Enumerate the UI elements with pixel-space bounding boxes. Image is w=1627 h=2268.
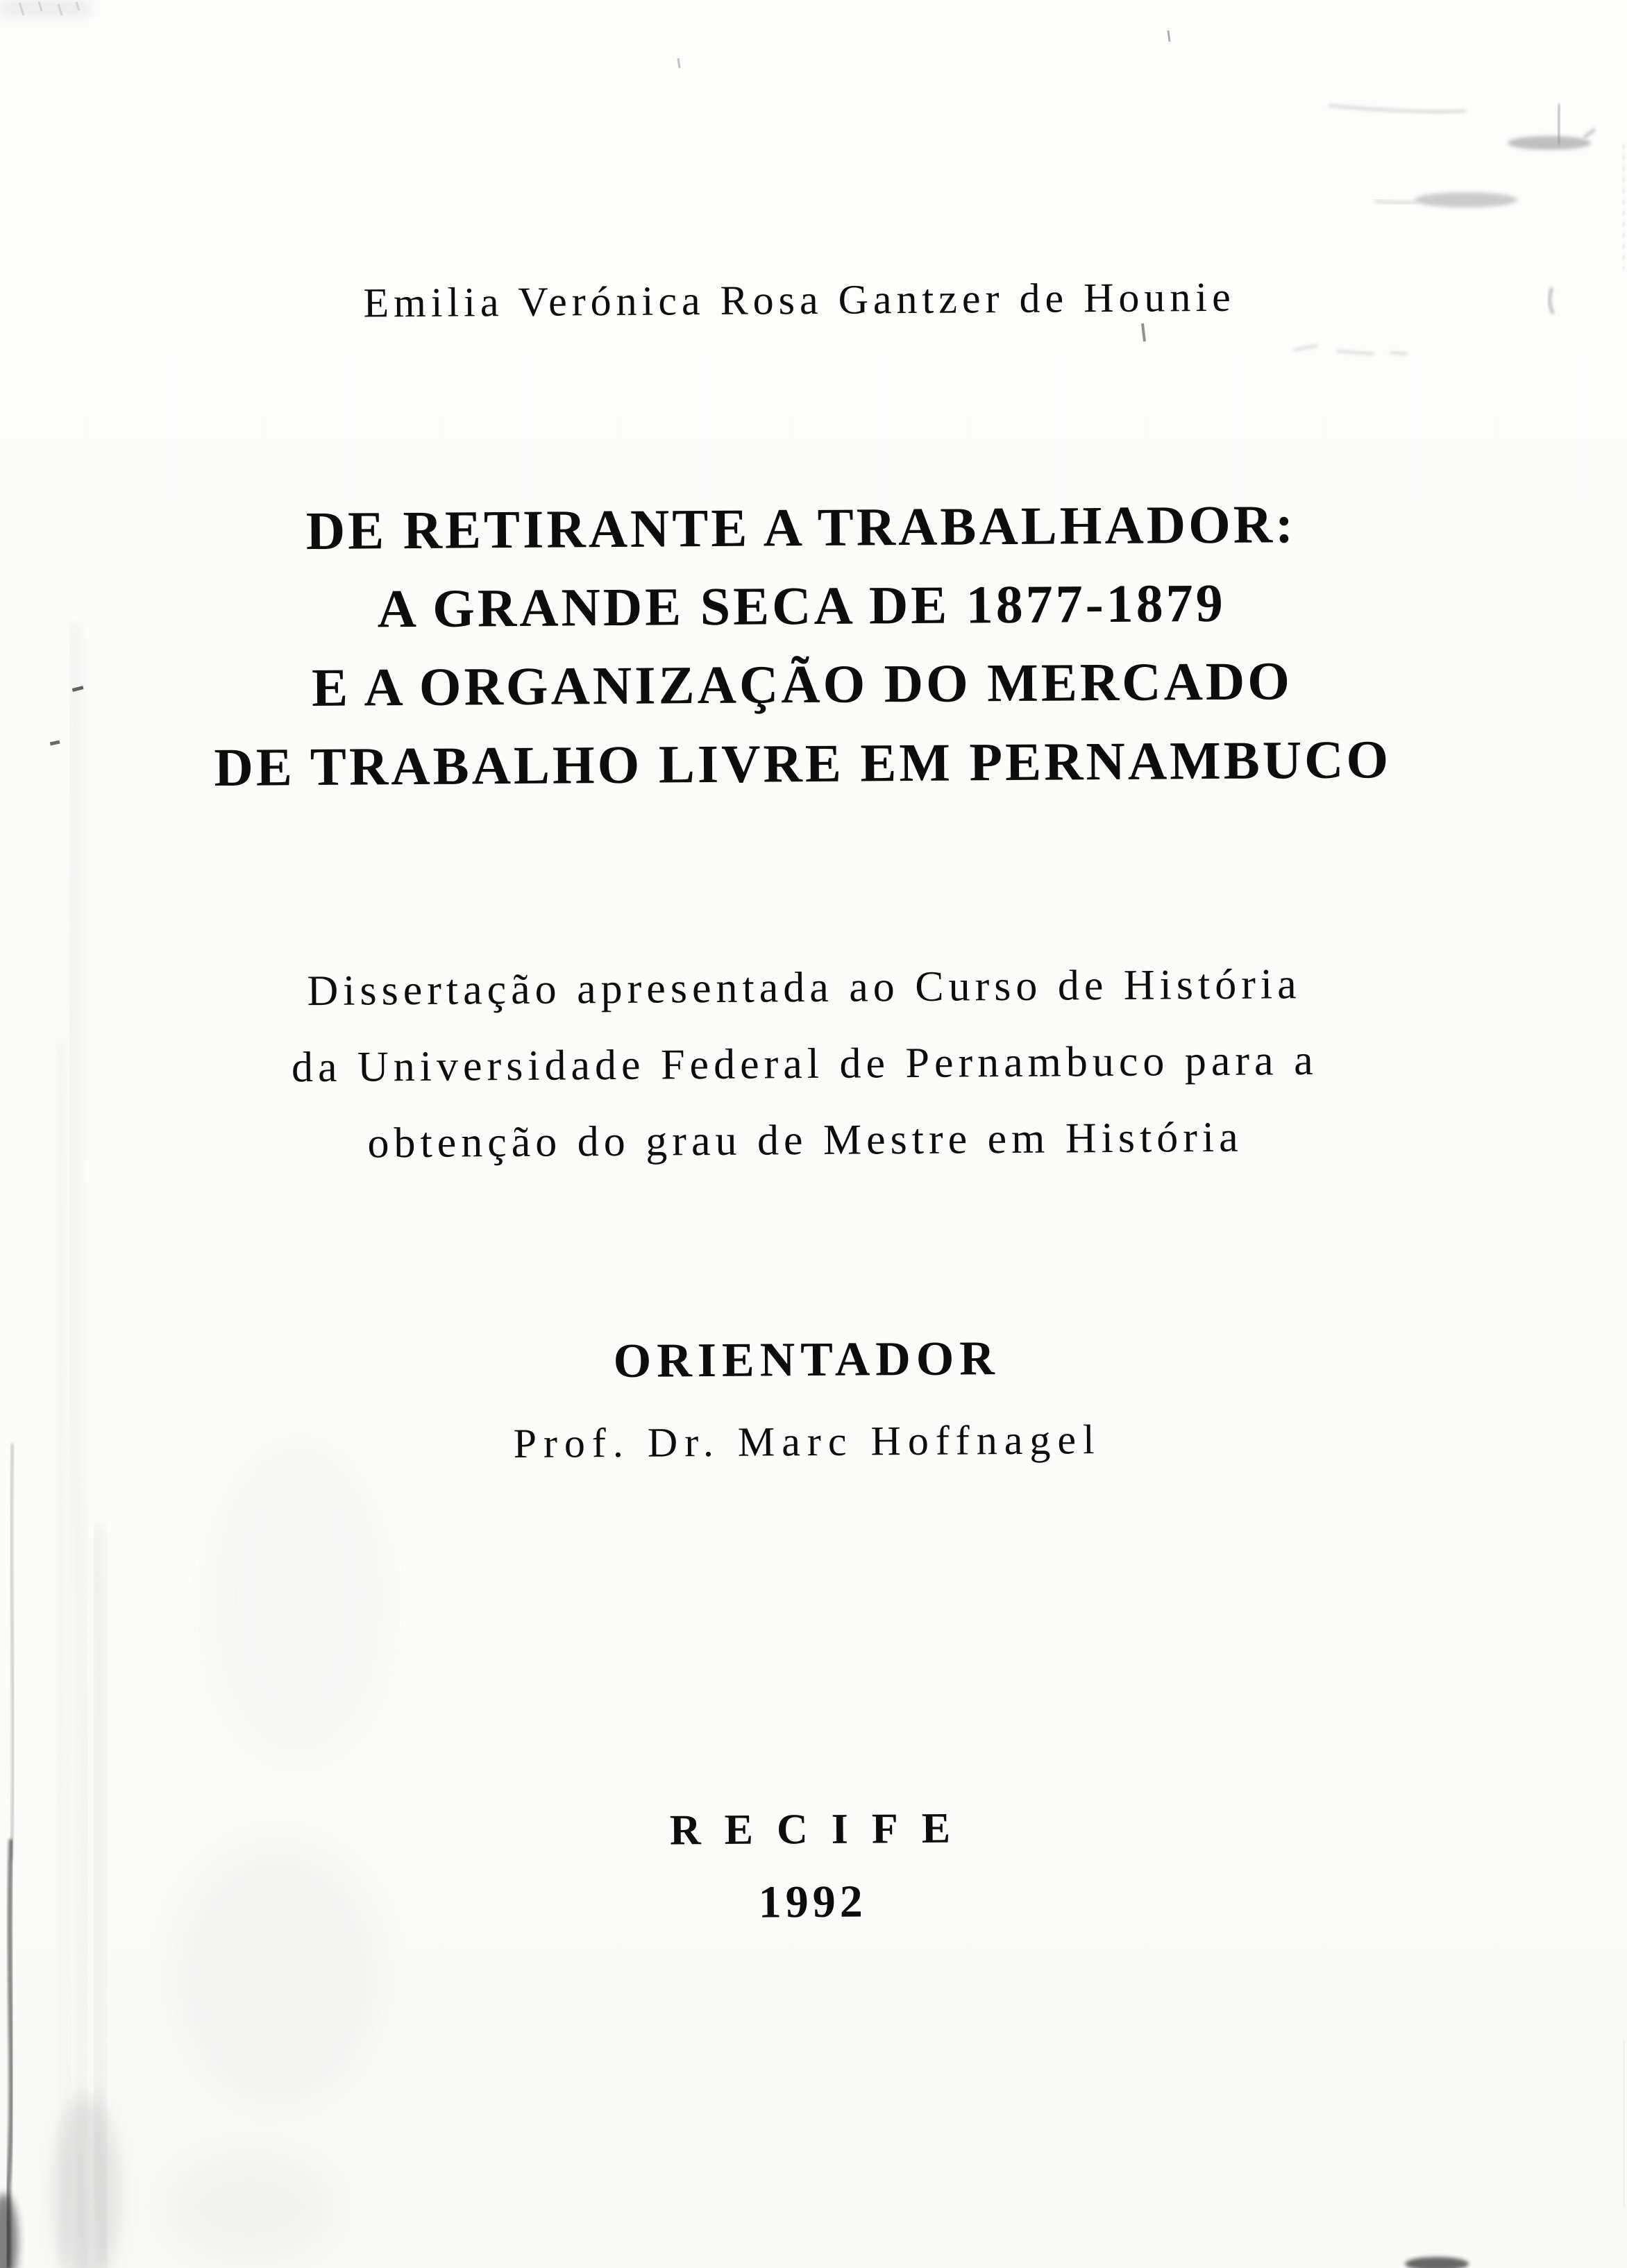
- presentation-note-line-3: obtenção do grau de Mestre em História: [367, 1113, 1243, 1167]
- dissertation-title-line-2: A GRANDE SECA DE 1877-1879: [377, 572, 1226, 639]
- dissertation-title-line-4: DE TRABALHO LIVRE EM PERNAMBUCO: [214, 729, 1392, 798]
- presentation-note-line-1: Dissertação apresentada ao Curso de História: [307, 960, 1301, 1015]
- imprint-city: RECIFE: [669, 1804, 975, 1854]
- advisor-name: Prof. Dr. Marc Hoffnagel: [513, 1416, 1102, 1467]
- imprint-year: 1992: [758, 1876, 867, 1928]
- dissertation-title-line-3: E A ORGANIZAÇÃO DO MERCADO: [311, 650, 1293, 718]
- presentation-note-line-2: da Universidade Federal de Pernambuco para a: [291, 1036, 1318, 1092]
- author-name: Emilia Verónica Rosa Gantzer de Hounie: [363, 273, 1236, 326]
- advisor-heading: ORIENTADOR: [613, 1332, 1001, 1389]
- dissertation-title-line-1: DE RETIRANTE A TRABALHADOR:: [305, 493, 1297, 561]
